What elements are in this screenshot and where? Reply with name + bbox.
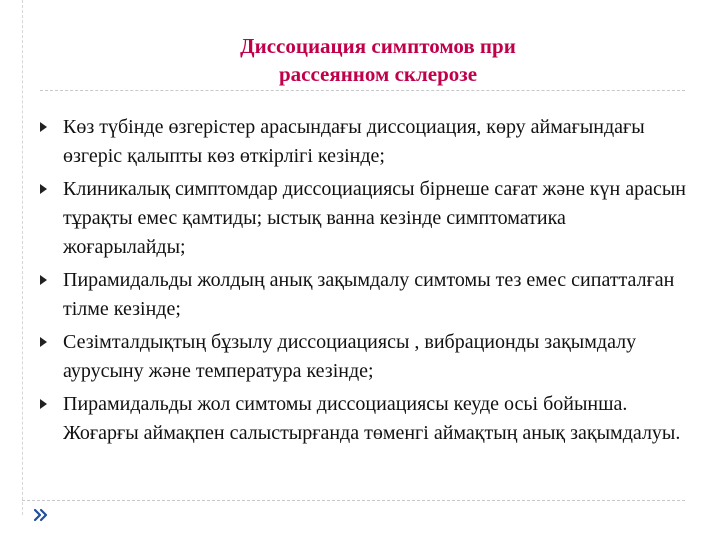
bullet-text: Сезімталдықтың бұзылу диссоциациясы , вибрационды зақымдалу аурусыну және температура кезінде;: [63, 331, 637, 382]
triangle-right-icon: [40, 122, 47, 132]
bottom-divider: [22, 500, 685, 501]
title-line-1: Диссоциация симптомов при: [240, 34, 516, 58]
triangle-right-icon: [40, 399, 47, 409]
bullet-item: [38, 266, 688, 324]
title-line-2: рассеянном склерозе: [278, 62, 478, 86]
bullet-list: [38, 113, 688, 452]
bullet-text: Пирамидальды жол симтомы диссоциациясы кеуде осьі бойынша. Жоғарғы аймақпен салыстырғанда төменгі аймақтың анық зақымдалуы.: [63, 393, 681, 444]
triangle-right-icon: [40, 275, 47, 285]
bullet-text: Пирамидальды жолдың анық зақымдалу симтомы тез емес сипатталған тілме кезінде;: [63, 269, 675, 320]
top-divider: [40, 90, 685, 91]
double-arrow-right-icon[interactable]: [33, 508, 49, 522]
bullet-item: [38, 328, 688, 386]
bullet-item: [38, 175, 688, 262]
bullet-item: [38, 113, 688, 171]
triangle-right-icon: [40, 337, 47, 347]
bullet-text: Көз түбінде өзгерістер арасындағы диссоциация, көру аймағындағы өзгеріс қалыпты көз өткірлігі кезінде;: [63, 116, 645, 167]
bullet-text: Клиникалық симптомдар диссоциациясы бірнеше сағат және күн арасын тұрақты емес қамтиды; ыстық ванна кезінде симптоматика жоғарылайды;: [63, 178, 686, 258]
slide-title: [0, 32, 720, 88]
triangle-right-icon: [40, 184, 47, 194]
bullet-item: [38, 390, 688, 448]
